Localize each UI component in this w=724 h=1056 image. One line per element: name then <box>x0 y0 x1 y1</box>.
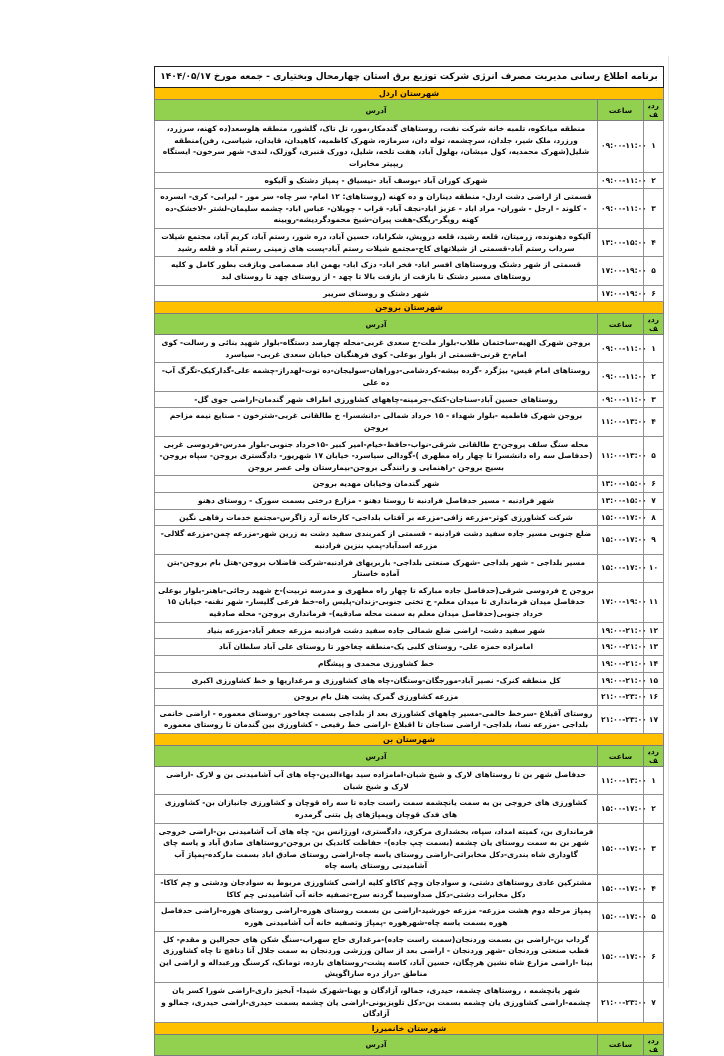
address-cell: مشترکین عادی روستاهای دشتی، و سوادجان وچم کاکاو کلیه اراضی کشاورزی مربوط به سوادجان ودشتی و چم کاکا-دکل مخابرات دشتی-دکل صداوسیما گردنه سرخ-تصفیه خانه آب آشامیدنی چم کاکا <box>155 875 598 903</box>
table-row <box>155 622 664 639</box>
address-cell: بروجن شهرک الهیه-ساختمان طلاب-بلوار ملت-خ سعدی غربی-محله چهارصد دستگاه-بلوار شهید بنائی و رسالت- کوی امام-خ قرنی-قسمتی از بلوار بوعلی- کوی فرهنگیان خیابان سعدی غربی- سیاسرد <box>155 335 598 363</box>
row-number-cell: ۱۵ <box>644 672 664 689</box>
address-cell: روستاهای حسین آباد-سناجان-کتک-جرمینه-چاههای کشاورزی اطراف شهر گندمان-اراضی جوی گل- <box>155 391 598 408</box>
document-title: برنامه اطلاع رسانی مدیریت مصرف انرژی شرکت توزیع برق استان چهارمحال وبختیاری - جمعه مورخ ۱۴۰۴/۰۵/۱۷ <box>155 67 664 88</box>
section-header-row <box>155 302 664 314</box>
address-cell: روستاهای امام قیس- بیژگرد -گرده بیشه-کردشامی-دوراهان-سولیجان-ده توت-لهدراز-چشمه علی-گدارکیک-تگرگ آب- ده علی <box>155 363 598 391</box>
time-cell: ۱۵:۰۰-۱۷:۰۰ <box>598 823 644 875</box>
row-number-cell: ۱۰ <box>644 554 664 582</box>
time-cell: ۲۱:۰۰-۲۳:۰۰ <box>598 705 644 733</box>
row-number-cell: ۵ <box>644 257 664 285</box>
address-cell: شهر یانچشمه ، روستاهای چشمه، حیدری، جمالو، آزادگان و یهنا-شهرک شیدا- آبخیز داری-اراضی شورا کسر یان چشمه-اراضی کشاورزی یان چشمه بسمت بن-دکل تلویزیونی-اراضی یان چشمه بسمت حیدری-اراضی حیدری، جمالو و آزادگان <box>155 983 598 1023</box>
table-row <box>155 931 664 983</box>
address-cell: مزرعه کشاورزی گمرک پشت هتل بام بروجن <box>155 689 598 706</box>
table-row <box>155 391 664 408</box>
address-cell: شهر گندمان وخیابان مهدیه بروجن <box>155 476 598 493</box>
column-header-row-number: ردیف <box>644 314 664 335</box>
section-header: شهرستان بروجن <box>155 302 664 314</box>
table-row <box>155 705 664 733</box>
table-row <box>155 335 664 363</box>
row-number-cell: ۱۲ <box>644 622 664 639</box>
title-row <box>155 67 664 88</box>
address-cell: پمپاژ مرحله دوم هشت مزرعه- مزرعه خورشید-اراضی بن بسمت روستای هوره-اراضی روستای هوره-اراضی حدفاصل هوره بسمت یاسه چاه-شهرهوره -پمپاژ وتصفیه خانه آب آشامیدنی هوره <box>155 903 598 931</box>
table-row <box>155 476 664 493</box>
time-cell: ۱۷:۰۰-۱۹:۰۰ <box>598 285 644 302</box>
column-header-row-number: ردیف <box>644 746 664 767</box>
table-row <box>155 189 664 229</box>
column-header-time: ساعت <box>598 314 644 335</box>
table-row <box>155 639 664 656</box>
time-cell: ۱۵:۰۰-۱۷:۰۰ <box>598 554 644 582</box>
time-cell: ۱۹:۰۰-۲۱:۰۰ <box>598 672 644 689</box>
table-row <box>155 767 664 795</box>
row-number-cell: ۱۳ <box>644 639 664 656</box>
time-cell: ۱۱:۰۰-۱۳:۰۰ <box>598 436 644 476</box>
address-cell: کل منطقه کنرک- نصیر آباد-مورجگان-وستگان-چاه های کشاورزی و مرغداریها و خط کشاورزی اکبری <box>155 672 598 689</box>
address-cell: منطقه میانکوه، تلمبه خانه شرکت نفت، روستاهای گندمکار،مور، تل تاک، گلشور، منطقه هلوسعد(ده کهنه، سرزرد، ورزرد، ملک شیر، جلدان، سرچشمه، توله دان، سرمازه، شهرک کاظمیه، کاهیدان، قایدان، شیاسی، رفن)منطقه شلیل(شهرک محمدیه، کول میشان، بهلول آباد، هفت تلخه، شلیل، دورک قنبری، گوزلک، لندی- شهر سرخون- ایستگاه ریپیتر مخابرات <box>155 121 598 173</box>
address-cell: ضلع جنوبی مسیر جاده سفید دشت فرادنبه - قسمتی از کمربندی سفید دشت به زرین شهر-مزرعه چمن-مزرعه گلالی-مزرعه اسدآباد-پمپ بنزین فرادنبه <box>155 526 598 554</box>
row-number-cell: ۱۶ <box>644 689 664 706</box>
time-cell: ۰۹:۰۰-۱۱:۰۰ <box>598 172 644 189</box>
column-header-row-number: ردیف <box>644 100 664 121</box>
table-row <box>155 672 664 689</box>
section-header-row <box>155 88 664 100</box>
column-header-address: آدرس <box>155 100 598 121</box>
row-number-cell: ۵ <box>644 436 664 476</box>
section-header: شهرستان بن <box>155 734 664 746</box>
row-number-cell: ۹ <box>644 526 664 554</box>
address-cell: شهر سفید دشت- اراضی ضلع شمالی جاده سفید دشت فرادنبه مزرعه جعفر آباد-مزرعه بنیاد <box>155 622 598 639</box>
time-cell: ۰۹:۰۰-۱۱:۰۰ <box>598 121 644 173</box>
column-header-time: ساعت <box>598 1034 644 1055</box>
column-header-address: آدرس <box>155 314 598 335</box>
column-header-address: آدرس <box>155 746 598 767</box>
time-cell: ۱۹:۰۰-۲۱:۰۰ <box>598 639 644 656</box>
table-row <box>155 903 664 931</box>
address-cell: امامزاده حمزه علی- روستای کلبی یک-منطقه چغاخور تا روستای علی آباد سلطان آباد <box>155 639 598 656</box>
time-cell: ۱۹:۰۰-۲۱:۰۰ <box>598 655 644 672</box>
row-number-cell: ۲ <box>644 795 664 823</box>
time-cell: ۲۱:۰۰-۲۳:۰۰ <box>598 689 644 706</box>
scan-page-edge-line <box>668 56 669 988</box>
row-number-cell: ۱ <box>644 335 664 363</box>
table-row <box>155 229 664 257</box>
time-cell: ۱۵:۰۰-۱۷:۰۰ <box>598 875 644 903</box>
column-header-row-number: ردیف <box>644 1034 664 1055</box>
row-number-cell: ۳ <box>644 823 664 875</box>
row-number-cell: ۱ <box>644 121 664 173</box>
table-row <box>155 121 664 173</box>
column-header-row <box>155 1034 664 1055</box>
table-body <box>155 67 664 1056</box>
section-header-row <box>155 1022 664 1034</box>
table-row <box>155 875 664 903</box>
time-cell: ۱۵:۰۰-۱۷:۰۰ <box>598 795 644 823</box>
time-cell: ۰۹:۰۰-۱۱:۰۰ <box>598 189 644 229</box>
time-cell: ۱۷:۰۰-۱۹:۰۰ <box>598 257 644 285</box>
row-number-cell: ۶ <box>644 285 664 302</box>
time-cell: ۱۵:۰۰-۱۷:۰۰ <box>598 931 644 983</box>
outage-schedule-table <box>154 66 664 1056</box>
table-row <box>155 493 664 510</box>
table-row <box>155 408 664 436</box>
row-number-cell: ۴ <box>644 875 664 903</box>
time-cell: ۰۹:۰۰-۱۱:۰۰ <box>598 335 644 363</box>
time-cell: ۱۳:۰۰-۱۵:۰۰ <box>598 229 644 257</box>
address-cell: خط کشاورزی محمدی و پیشگام <box>155 655 598 672</box>
table-row <box>155 689 664 706</box>
table-row <box>155 554 664 582</box>
section-header: شهرستان اردل <box>155 88 664 100</box>
table-row <box>155 526 664 554</box>
row-number-cell: ۵ <box>644 903 664 931</box>
table-row <box>155 509 664 526</box>
row-number-cell: ۴ <box>644 229 664 257</box>
address-cell: مسیر بلداجی - شهر بلداجی -شهرک صنعتی بلداجی- باربریهای فرادنبه-شرکت فاضلاب بروجن-هتل بام بروجن-بتن آماده خاستار <box>155 554 598 582</box>
row-number-cell: ۱۱ <box>644 582 664 622</box>
row-number-cell: ۶ <box>644 931 664 983</box>
row-number-cell: ۶ <box>644 476 664 493</box>
row-number-cell: ۷ <box>644 493 664 510</box>
address-cell: حدفاصل شهر بن تا روستاهای لارک و شیخ شبان-امامزاده سید بهاءالدین-چاه های آب آشامیدنی بن و لارک -اراضی لارک و شیخ شبان <box>155 767 598 795</box>
column-header-address: آدرس <box>155 1034 598 1055</box>
row-number-cell: ۲ <box>644 172 664 189</box>
address-cell: قسمتی از اراضی دشت اردل- منطقه دیناران و ده کهنه (روستاهای: ۱۲ امام- سر چاه- سر مور - لیرابی- کری- ابسرده - کلوند - ارجل - شوران- مراد اباد - عزیز اباد-نجف آباد- قراب - چویلان- عباس اباد- چشمه سلیمان-لشتر -لاخشک-ده کهنه رویگر-ریگک-هفت پیران-شیخ محمودگردیشه-رویینه <box>155 189 598 229</box>
address-cell: کشاورزی های خروجی بن به سمت یانچشمه سمت راست جاده تا سه راه قوچان و کشاورزی جانبازان بن- کشاورزی های فدک قوچان وپمپاژهای پل بتنی گرمدره <box>155 795 598 823</box>
table-row <box>155 795 664 823</box>
table-row <box>155 363 664 391</box>
table-row <box>155 655 664 672</box>
address-cell: بروجن خ فردوسی شرقی(حدفاصل جاده مبارکه تا چهار راه مطهری و مدرسه تربیت)-خ شهید رجائی-باهنر-بلوار بوعلی حدفاصل میدان فرمانداری تا میدان معلم- خ تختی جنوبی-زندان-پلیس راه-خط فرعی گلیسار- شهر نقنه- خیابان ۱۵ خرداد جنوبی(حدفاصل میدان معلم به سمت محله صادقیه)- فرمانداری بروجن- محله صادقیه <box>155 582 598 622</box>
address-cell: قسمتی از شهر دشتک وروستاهای افسر اباد- فخر اباد- دزک اباد- بهمن اباد صمصامی وبازفت بطور کامل و کلیه روستاهای مسیر دشتک تا بازفت از بازفت بالا تا چهد - از روستای چهد تا روستای لبد <box>155 257 598 285</box>
address-cell: شهر دشتک و روستای سریبر <box>155 285 598 302</box>
address-cell: فرمانداری بن، کمیته امداد، سپاه، بخشداری مرکزی، دادگستری، اورژانس بن- چاه های آب آشامیدنی بن-اراضی خروجی شهر بن به سمت روستای یان چشمه (بسمت چپ جاده)- حفاظت کاندیک بن بروجن-روستاهای صادق آباد و یاسه چای گاوداری شاه بندری-دکل مخابراتی-اراضی روستای یاسه چاه-اراضی روستای صادق اباد بسمت مارکده-پمپاژ آب آشامیدنی روستای یاسه چاه <box>155 823 598 875</box>
row-number-cell: ۱۷ <box>644 705 664 733</box>
time-cell: ۱۵:۰۰-۱۷:۰۰ <box>598 526 644 554</box>
column-header-time: ساعت <box>598 100 644 121</box>
row-number-cell: ۲ <box>644 363 664 391</box>
address-cell: روستای آقبلاغ -سرخط حالمی-مسیر چاههای کشاورزی بعد از بلداجی بسمت چغاخور -روستای معموره - اراضی خانمی بلداجی -مزرعه نسا، بلداجی- اراضی سناجان تا اقبلاغ -اراضی خط رفیعی - کشاورزی بین گندمان تا روستای معموره <box>155 705 598 733</box>
table-row <box>155 823 664 875</box>
row-number-cell: ۳ <box>644 189 664 229</box>
table-row <box>155 172 664 189</box>
table-row <box>155 983 664 1023</box>
time-cell: ۰۹:۰۰-۱۱:۰۰ <box>598 391 644 408</box>
row-number-cell: ۸ <box>644 509 664 526</box>
column-header-row <box>155 314 664 335</box>
row-number-cell: ۴ <box>644 408 664 436</box>
row-number-cell: ۳ <box>644 391 664 408</box>
table-row <box>155 257 664 285</box>
table-row <box>155 436 664 476</box>
address-cell: شهر فرادنبه - مسیر حدفاصل فرادنبه تا روستا دهنو - مزارع درختی بسمت سورک - روستای دهنو <box>155 493 598 510</box>
address-cell: شرکت کشاورزی کوثر-مزرعه زافی-مزرعه بر آفتاب بلداجی- کارخانه آرد زاگرس-مجتمع خدمات رفاهی نگین <box>155 509 598 526</box>
address-cell: گرداب بن-اراضی بن بسمت وردنجان(سمت راست جاده)-مرغداری حاج سهراب-سنگ شکن های حجرالین و مقدم- کل قطب صنعتی وردنجان -شهر وردنجان - اراضی بعد از سالن ورزشی وردنجان به سمت جلال آنا دنافچ تا چاه کشاورزی بینا -اراضی مزارع شاه نشین هرچگان، حسین آباد، کاسه پشت-روستاهای بارده، تومانک، کرسنگ ورعبداله و اراضی این مناطق -دراز دره ساراگویش <box>155 931 598 983</box>
section-header-row <box>155 734 664 746</box>
row-number-cell: ۱ <box>644 767 664 795</box>
time-cell: ۱۱:۰۰-۱۳:۰۰ <box>598 408 644 436</box>
document-container <box>154 66 664 1056</box>
table-row <box>155 582 664 622</box>
time-cell: ۱۵:۰۰-۱۷:۰۰ <box>598 509 644 526</box>
address-cell: آلیکوه دهنونده، زرمیتان، قلعه رشید، قلعه درویش، شکراباد، حسین آباد، دره شور، رستم آباد، کریم آباد، مجتمع شیلات سرداب رستم آباد-قسمتی از شیلاتهای کاج-مجتمع شیلات رستم آباد-پست های زمینی رستم آباد و قلعه رشید <box>155 229 598 257</box>
section-header: شهرستان خانمیرزا <box>155 1022 664 1034</box>
row-number-cell: ۷ <box>644 983 664 1023</box>
time-cell: ۰۹:۰۰-۱۱:۰۰ <box>598 363 644 391</box>
address-cell: شهرک کوران آباد -یوسف آباد -نیسیاق - پمپاژ دشتک و آلیکوه <box>155 172 598 189</box>
column-header-row <box>155 746 664 767</box>
time-cell: ۲۱:۰۰-۲۳:۰۰ <box>598 983 644 1023</box>
row-number-cell: ۱۴ <box>644 655 664 672</box>
address-cell: بروجن شهرک فاطمیه -بلوار شهداء - ۱۵ خرداد شمالی -دانشسرا- خ طالقانی غربی-شترخون - صنایع نیمه مزاحم بروجن <box>155 408 598 436</box>
column-header-row <box>155 100 664 121</box>
address-cell: محله سنگ سلف بروجن-خ طالقانی شرقی-نواب-حافظ-خیام-امیر کبیر -۱۵خرداد جنوبی-بلوار مدرس-فردوسی غربی (حدفاصل سه راه دانشسرا تا چهار راه مطهری )-گودالی سیاسرد- خیابان ۱۷ شهریور- دادگستری بروجن- سپاه بروجن- بسیج بروجن -راهنمایی و رانندگی بروجن-بیمارستان ولی عصر بروجن <box>155 436 598 476</box>
time-cell: ۱۱:۰۰-۱۳:۰۰ <box>598 767 644 795</box>
time-cell: ۱۷:۰۰-۱۹:۰۰ <box>598 582 644 622</box>
time-cell: ۱۳:۰۰-۱۵:۰۰ <box>598 493 644 510</box>
column-header-time: ساعت <box>598 746 644 767</box>
table-row <box>155 285 664 302</box>
time-cell: ۱۹:۰۰-۲۱:۰۰ <box>598 622 644 639</box>
time-cell: ۱۵:۰۰-۱۷:۰۰ <box>598 903 644 931</box>
time-cell: ۱۳:۰۰-۱۵:۰۰ <box>598 476 644 493</box>
